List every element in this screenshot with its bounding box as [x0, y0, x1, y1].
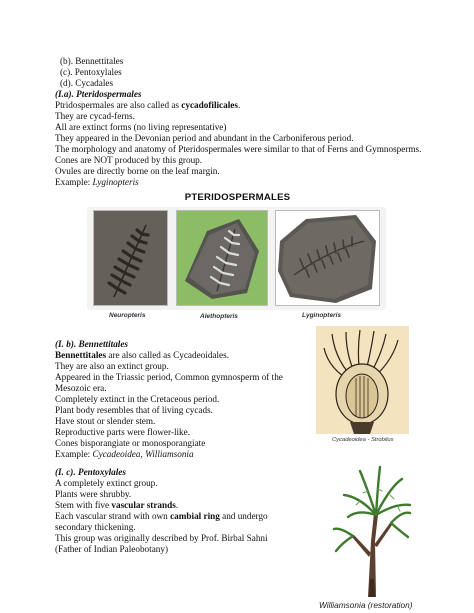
text-run: Example:	[55, 449, 93, 459]
pentoxylales-line-6: This group was originally described by Prof. Birbal Sahni	[55, 533, 268, 543]
pentoxylales-line-5: secondary thickening.	[55, 522, 136, 532]
caption-williamsonia: Williamsonia (restoration)	[319, 600, 413, 610]
text-run: .	[237, 100, 241, 110]
bennettitales-line-5: Completely extinct in the Cretaceous period.	[55, 394, 220, 404]
pteridospermales-example	[55, 177, 139, 188]
list-item-b: (b). Bennettitales	[60, 56, 124, 66]
pentoxylales-line-1: A completely extinct group.	[55, 478, 158, 488]
pteridospermales-heading: (I.a). Pteridospermales	[55, 89, 142, 99]
bennettitales-heading: (I. b). Bennettitales	[55, 339, 128, 349]
lyginopteris-fossil-icon	[275, 210, 380, 306]
pteridospermales-line-1	[55, 100, 240, 111]
caption-neuropteris: Neuropteris	[109, 312, 146, 319]
bennettitales-line-1	[55, 350, 229, 361]
pteridospermales-line-4: They appeared in the Devonian period and abundant in the Carboniferous period.	[55, 133, 354, 143]
figure-title: PTERIDOSPERMALES	[184, 192, 291, 203]
term-cycadofilicales: cycadofilicales	[181, 100, 238, 110]
bennettitales-example	[55, 449, 194, 460]
example-names: Cycadeoidea, Williamsonia	[92, 449, 194, 459]
pteridospermales-line-2: They are cycad-ferns.	[55, 111, 135, 121]
text-run: .	[175, 500, 179, 510]
caption-cycadeoidea: Cycadeoidea - Strobilus	[332, 437, 394, 443]
bennettitales-line-6: Plant body resembles that of living cycads.	[55, 405, 213, 415]
text-run: Example:	[55, 177, 93, 187]
bennettitales-line-9: Cones bisporangiate or monosporangiate	[55, 438, 206, 448]
bennettitales-line-2: They are also an extinct group.	[55, 361, 169, 371]
pentoxylales-line-2: Plants were shrubby.	[55, 489, 132, 499]
williamsonia-restoration-icon	[330, 461, 414, 599]
pentoxylales-heading: (I. c). Pentoxylales	[55, 467, 126, 477]
pentoxylales-line-3	[55, 500, 178, 511]
pteridospermales-line-6: Cones are NOT produced by this group.	[55, 155, 203, 165]
bennettitales-line-4: Mesozoic era.	[55, 383, 107, 393]
pentoxylales-line-7: (Father of Indian Paleobotany)	[55, 544, 169, 554]
neuropteris-fossil-icon	[93, 210, 168, 306]
term-cambial-ring: cambial ring	[170, 511, 220, 521]
alethopteris-fossil-icon	[176, 210, 268, 306]
pteridospermales-line-3: All are extinct forms (no living representative)	[55, 122, 227, 132]
bennettitales-line-3: Appeared in the Triassic period, Common gymnosperm of the	[55, 372, 283, 382]
caption-lyginopteris: Lyginopteris	[302, 312, 342, 319]
caption-alethopteris: Alethopteris	[200, 313, 238, 320]
text-run: Ptridospermales are also called as	[55, 100, 182, 110]
text-run: and undergo	[219, 511, 268, 521]
list-item-d: (d). Cycadales	[60, 78, 114, 88]
pentoxylales-line-4	[55, 511, 268, 522]
text-run: are also called as Cycadeoidales.	[106, 350, 230, 360]
example-names: Lyginopteris	[92, 177, 139, 187]
pteridospermales-line-7: Ovules are directly borne on the leaf margin.	[55, 166, 220, 176]
term-bennettitales: Bennettitales	[55, 350, 107, 360]
text-run: Each vascular strand with own	[55, 511, 171, 521]
list-item-c: (c). Pentoxylales	[60, 67, 122, 77]
pteridospermales-line-5: The morphology and anatomy of Pteridospermales were similar to that of Ferns and Gymnosperms.	[55, 144, 422, 154]
cycadeoidea-strobilus-icon	[316, 326, 409, 434]
text-run: Stem with five	[55, 500, 112, 510]
bennettitales-line-7: Have stout or slender stem.	[55, 416, 156, 426]
term-vascular-strands: vascular strands	[111, 500, 176, 510]
bennettitales-line-8: Reproductive parts were flower-like.	[55, 427, 191, 437]
